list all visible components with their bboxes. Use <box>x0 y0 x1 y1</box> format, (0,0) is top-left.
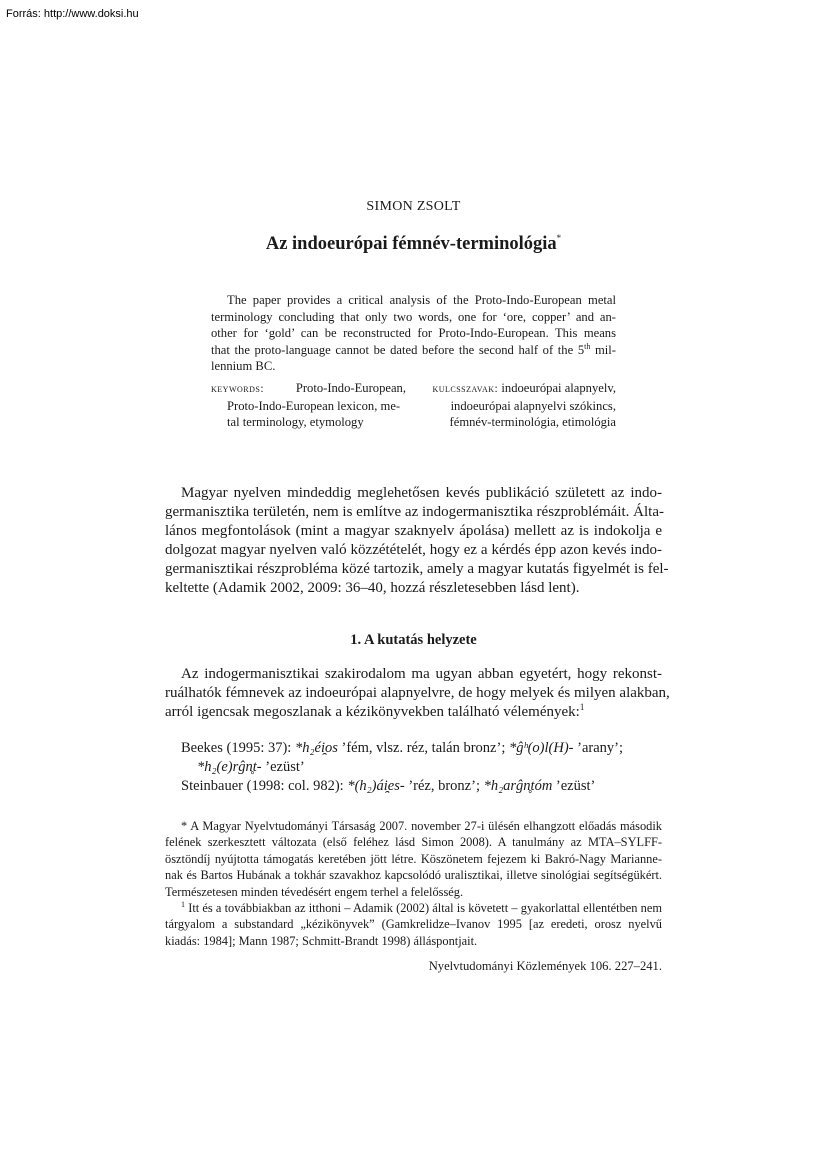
reference-steinbauer <box>181 777 661 796</box>
kulcsszavak-label: kulcsszavak: <box>432 383 499 395</box>
paragraph-line: Az indogermanisztikai szakirodalom ma ugyan abban egyetért, hogy rekonst- <box>181 666 662 682</box>
intro-paragraph <box>165 484 669 598</box>
section-paragraph <box>165 665 670 722</box>
paragraph-line: germanisztika területén, nem is említve az indogermanisztika részproblémáit. Álta- <box>165 504 664 520</box>
kulcsszavak-line: fémnév-terminológia, etimológia <box>449 415 616 429</box>
gloss: ’ezüst’ <box>261 759 305 775</box>
paragraph-line: Magyar nyelven mindeddig meglehetősen kevés publikáció született az indo- <box>181 485 662 501</box>
abstract <box>211 292 616 375</box>
paragraph-text: arról igencsak megoszlanak a kézikönyvekben található vélemények: <box>165 704 580 720</box>
reference-source: Steinbauer (1998: col. 982): <box>181 778 348 794</box>
paragraph-line: germanisztikai részprobléma közé tartozik, amely a magyar kutatás figyelmét is fel- <box>165 561 669 577</box>
paragraph-line <box>165 703 662 722</box>
kulcsszavak-line <box>421 380 616 398</box>
paragraph-line: keltette (Adamik 2002, 2009: 36–40, hozzá részletesebben lásd lent). <box>165 580 580 596</box>
footnote-1-text: Itt és a továbbiakban az itthoni – Adamik (2002) által is követett – gyakorlattal ellentétben nem tárgyalom a substandard „kézikönyvek” (Gamkrelidze–Ivanov 1995 [az eredeti, orosz nyelvű kiadás: 1984]; Mann 1987; Schmitt-Brandt 1998) álláspontjait. <box>165 901 662 948</box>
abstract-line: other for ‘gold’ can be reconstructed for Proto-Indo-European. This means <box>211 326 616 340</box>
ordinal-suffix: th <box>584 341 591 351</box>
footnote-1 <box>165 900 662 949</box>
keyword-text: Proto-Indo-European, <box>295 381 406 395</box>
paragraph-line: lános megfontolások (mint a magyar szaknyelv ápolása) mellett az is indokolja e <box>165 523 662 539</box>
keywords-block <box>211 380 406 431</box>
abstract-text: that the proto-language cannot be dated before the second half of the 5 <box>211 342 585 357</box>
abstract-line <box>211 342 616 359</box>
gloss: ’ezüst’ <box>552 778 596 794</box>
abstract-line: lennium BC. <box>211 359 276 373</box>
paragraph-line: dolgozat magyar nyelven való közzétételét, hogy ez a kérdés épp azon kevés indo- <box>165 542 662 558</box>
gloss: ’arany’; <box>573 740 624 756</box>
reconstructed-form: *h₂éi̯os <box>294 740 338 756</box>
paragraph-line: ruálhatók fémnevek az indoeurópai alapnyelvre, de hogy melyek és milyen alakban, <box>165 685 670 701</box>
reconstructed-form: *ĝʰ(o)l(H)- <box>508 740 574 756</box>
reconstructed-form: *(h₂)ái̯es- <box>347 778 405 794</box>
section-heading: 1. A kutatás helyzete <box>350 632 477 648</box>
keywords-line: tal terminology, etymology <box>227 415 364 429</box>
abstract-text: mil- <box>590 342 616 357</box>
journal-citation: Nyelvtudományi Közlemények 106. 227–241. <box>428 959 662 973</box>
abstract-line: terminology concluding that only two words, one for ‘ore, copper’ and an- <box>211 309 616 324</box>
keywords-line <box>211 380 406 398</box>
kulcsszavak-line: indoeurópai alapnyelvi szókincs, <box>450 398 616 413</box>
footnotes <box>165 818 662 949</box>
reference-list <box>181 739 661 796</box>
kulcsszavak-block <box>421 380 616 431</box>
keywords-label: keywords: <box>211 383 265 395</box>
article-title <box>0 233 827 255</box>
author-name: SIMON ZSOLT <box>366 199 461 214</box>
reconstructed-form: *h₂(e)rĝn̥t- <box>197 759 262 775</box>
footnote-star: * A Magyar Nyelvtudományi Társaság 2007. november 27-i ülésén elhangzott előadás második felének szerkesztett változata (első feléhez lásd Simon 2008). A tanulmány az MTA–SYLFF-ösztöndíj nyújtotta támogatás keretében jött létre. Köszönetem fejezem ki Bakró-Nagy Marianne-nak és Bartos Hubának a tokhár szavakhoz kapcsolódó uralisztikai, illetve sinológiai segítségükért. Természetesen minden tévedésért engem terhel a felelősség. <box>165 819 662 899</box>
footnote-1-mark: 1 <box>181 899 185 909</box>
reference-beekes-cont <box>181 758 661 777</box>
source-label[interactable]: Forrás: http://www.doksi.hu <box>6 8 139 20</box>
reference-beekes <box>181 739 661 758</box>
keywords-line: Proto-Indo-European lexicon, me- <box>227 398 401 413</box>
footnote-ref[interactable]: 1 <box>579 702 585 712</box>
abstract-line: The paper provides a critical analysis of the Proto-Indo-European metal <box>227 293 616 307</box>
gloss: ’fém, vlsz. réz, talán bronz’; <box>337 740 509 756</box>
reference-source: Beekes (1995: 37): <box>181 740 295 756</box>
kulcsszavak-text: indoeurópai alapnyelv, <box>501 381 616 395</box>
gloss: ’réz, bronz’; <box>404 778 484 794</box>
title-footnote-mark[interactable]: * <box>556 233 562 243</box>
reconstructed-form: *h₂arĝn̥tóm <box>483 778 553 794</box>
title-text: Az indoeurópai fémnév-terminológia <box>265 234 557 254</box>
